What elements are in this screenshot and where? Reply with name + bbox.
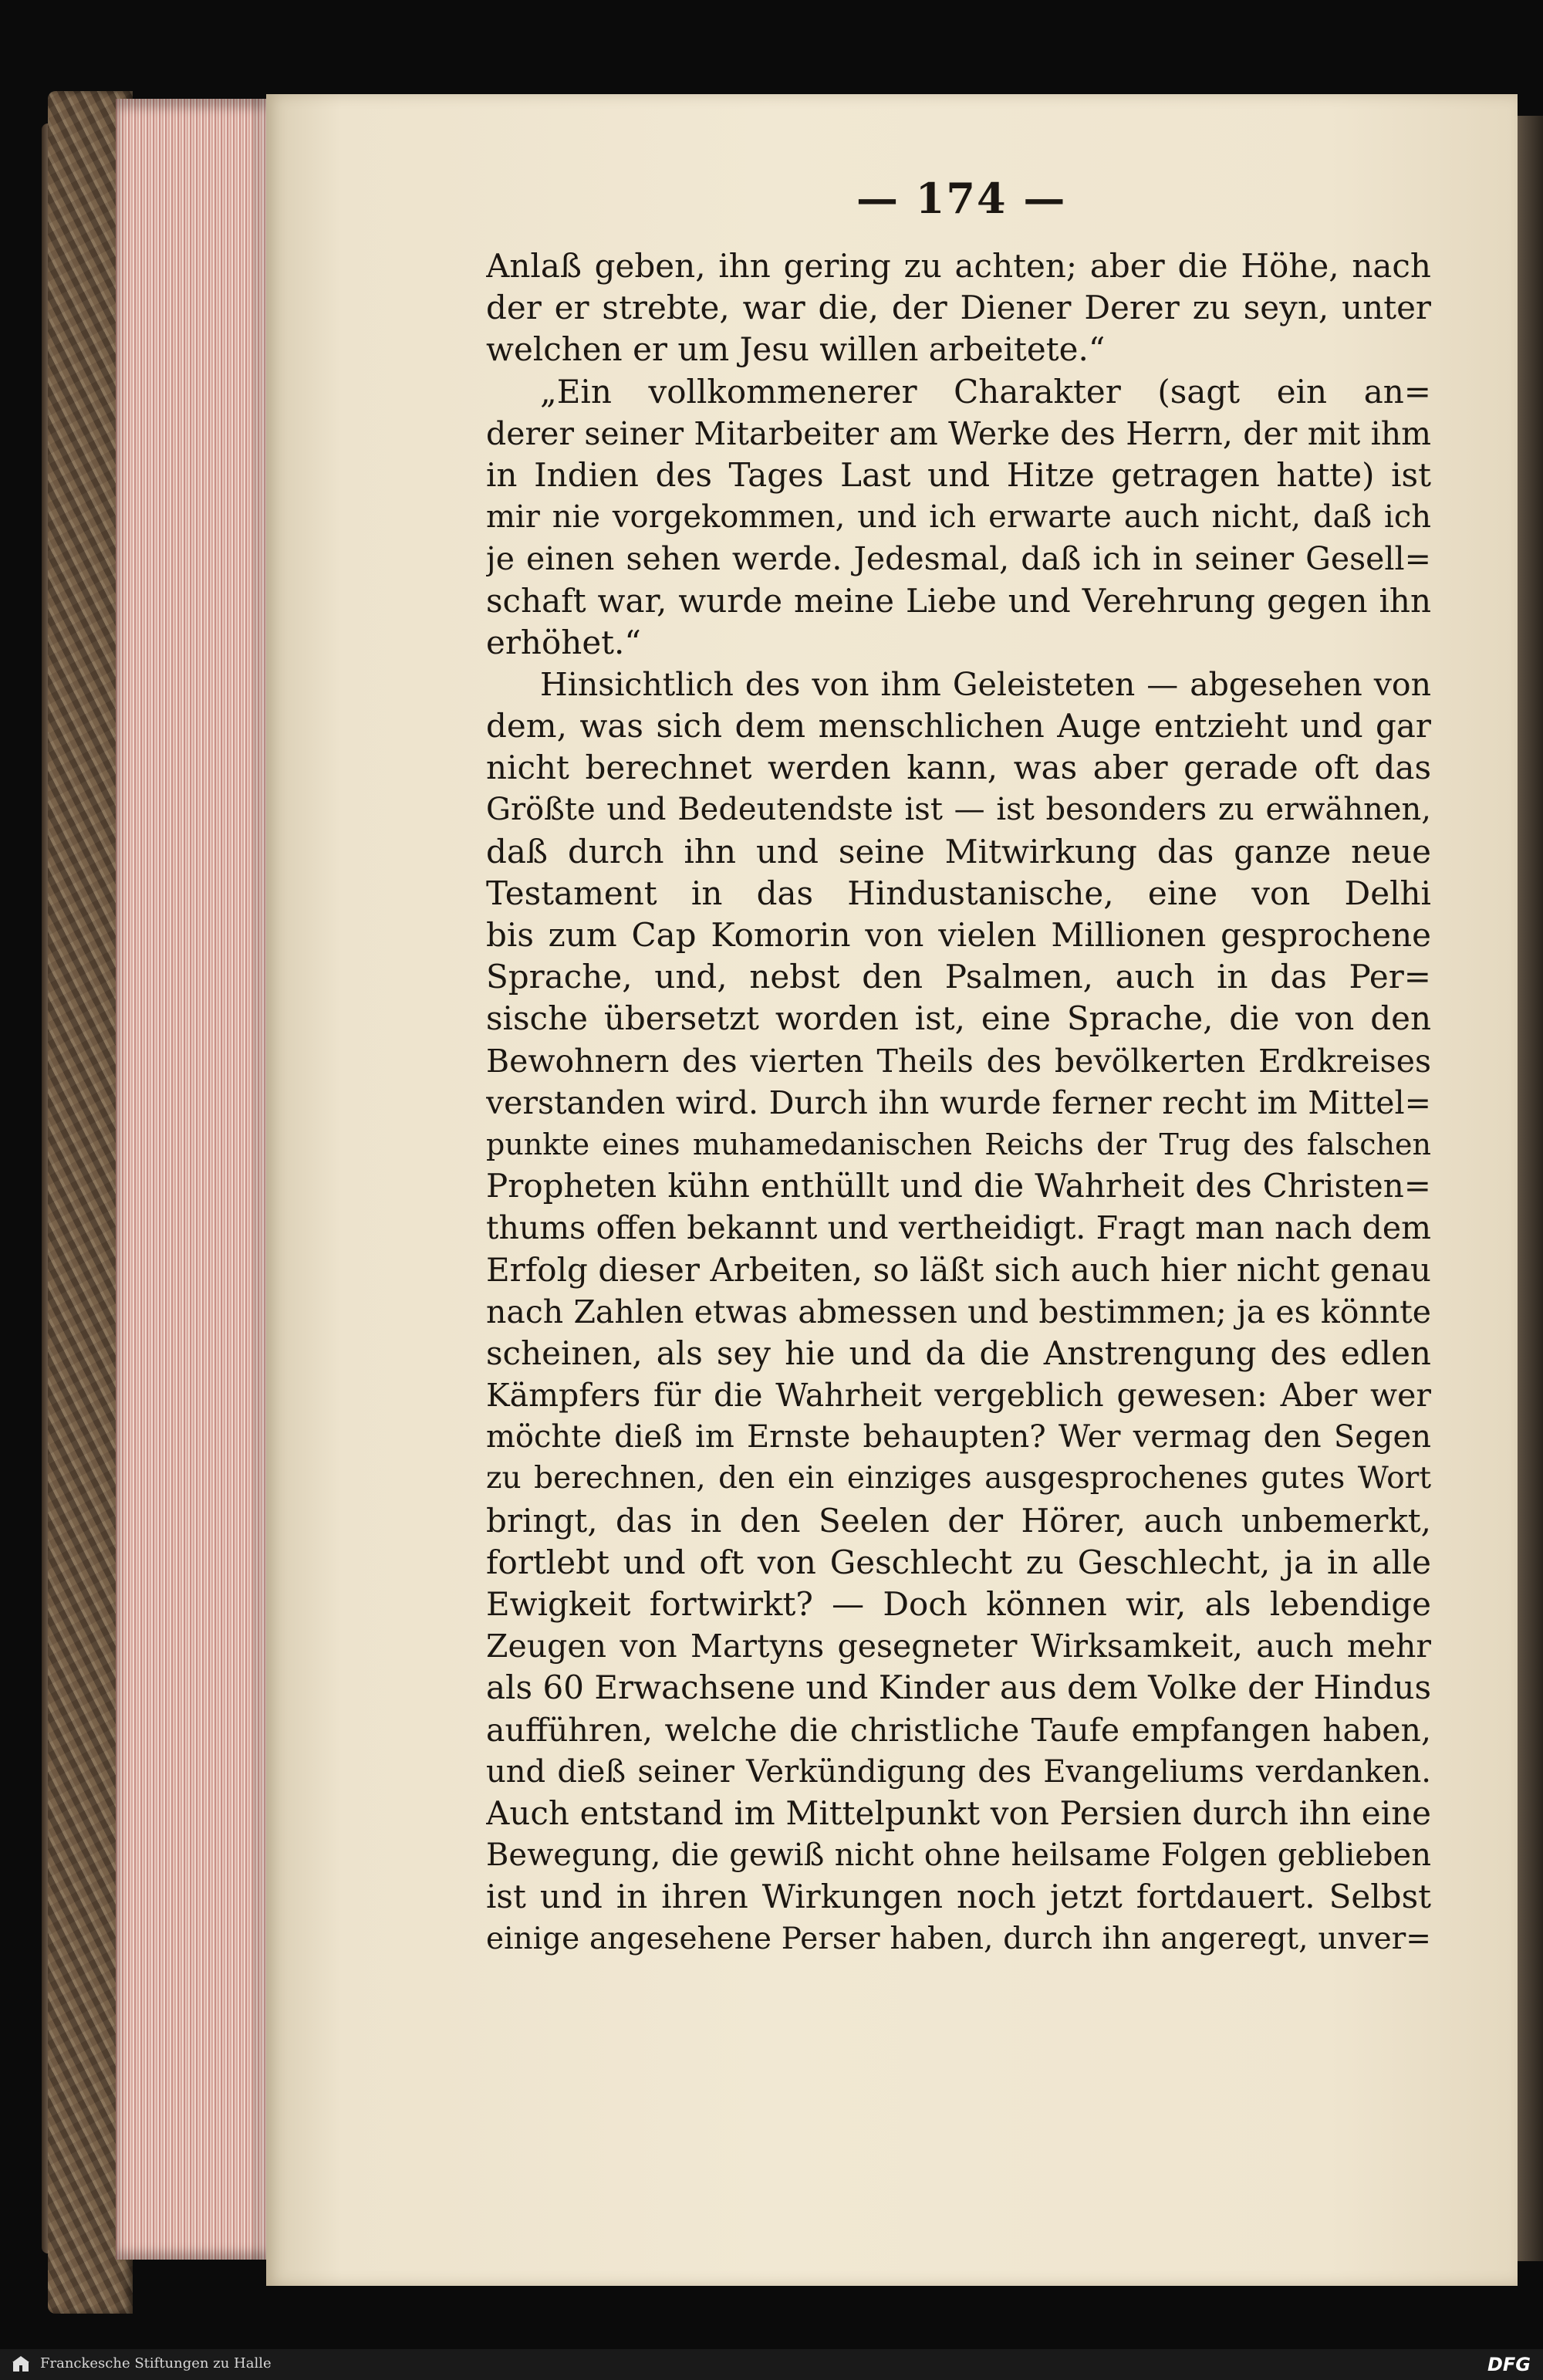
- text-line: je einen sehen werde. Jedesmal, daß ich in seiner Gesell=: [486, 540, 1431, 578]
- text-line: und dieß seiner Verkündigung des Evangeliums verdanken.: [486, 1753, 1431, 1790]
- text-line: sische übersetzt worden ist, eine Sprache, die von den: [486, 999, 1431, 1038]
- text-line: ist und in ihren Wirkungen noch jetzt fortdauert. Selbst: [486, 1878, 1431, 1916]
- text-line: schaft war, wurde meine Liebe und Verehrung gegen ihn: [486, 581, 1431, 620]
- body-text: [486, 245, 1431, 1960]
- text-line: Größte und Bedeutendste ist — ist besonders zu erwähnen,: [486, 792, 1431, 828]
- text-line: punkte eines muhamedanischen Reichs der Trug des falschen: [486, 1127, 1431, 1161]
- text-line: scheinen, als sey hie und da die Anstrengung des edlen: [486, 1334, 1431, 1372]
- institution-logo-icon: [9, 2353, 32, 2376]
- dfg-logo: DFG: [1487, 2354, 1531, 2375]
- text-line: „Ein vollkommenerer Charakter (sagt ein an=: [540, 372, 1431, 411]
- page-number: — 174 —: [856, 174, 1067, 223]
- text-line: einige angesehene Perser haben, durch ihn angeregt, unver=: [486, 1921, 1431, 1956]
- footer-institution-label: Franckesche Stiftungen zu Halle: [40, 2355, 272, 2372]
- text-line: bringt, das in den Seelen der Hörer, auch unbemerkt,: [486, 1501, 1431, 1540]
- text-line: Erfolg dieser Arbeiten, so läßt sich auch hier nicht genau: [486, 1250, 1431, 1289]
- text-line: Ewigkeit fortwirkt? — Doch können wir, als lebendige: [486, 1585, 1431, 1623]
- text-line: Kämpfers für die Wahrheit vergeblich gewesen: Aber wer: [486, 1377, 1431, 1415]
- footer-bar: [0, 2349, 1543, 2380]
- text-line: fortlebt und oft von Geschlecht zu Geschlecht, ja in alle: [486, 1543, 1431, 1581]
- text-line: der er strebte, war die, der Diener Derer zu seyn, unter: [486, 289, 1431, 327]
- text-line: nicht berechnet werden kann, was aber gerade oft das: [486, 749, 1431, 787]
- text-line: dem, was sich dem menschlichen Auge entzieht und gar: [486, 707, 1431, 745]
- text-line: möchte dieß im Ernste behaupten? Wer vermag den Segen: [486, 1419, 1431, 1455]
- text-line: als 60 Erwachsene und Kinder aus dem Volke der Hindus: [486, 1668, 1431, 1707]
- text-line: erhöhet.“: [486, 623, 641, 661]
- text-line: in Indien des Tages Last und Hitze getragen hatte) ist: [486, 455, 1431, 494]
- text-line: verstanden wird. Durch ihn wurde ferner recht im Mittel=: [486, 1084, 1431, 1121]
- text-line: welchen er um Jesu willen arbeitete.“: [486, 330, 1106, 369]
- text-line: Bewegung, die gewiß nicht ohne heilsame Folgen geblieben: [486, 1837, 1431, 1874]
- text-line: daß durch ihn und seine Mitwirkung das ganze neue: [486, 832, 1431, 871]
- text-line: Testament in das Hindustanische, eine von Delhi: [486, 874, 1431, 912]
- text-line: thums offen bekannt und vertheidigt. Fragt man nach dem: [486, 1209, 1431, 1247]
- text-line: Anlaß geben, ihn gering zu achten; aber die Höhe, nach: [486, 247, 1431, 285]
- text-line: Hinsichtlich des von ihm Geleisteten — abgesehen von: [540, 665, 1431, 703]
- text-line: nach Zahlen etwas abmessen und bestimmen; ja es könnte: [486, 1293, 1431, 1330]
- text-line: Auch entstand im Mittelpunkt von Persien durch ihn eine: [486, 1793, 1431, 1832]
- page-edges-red-sprinkle: [116, 99, 270, 2260]
- text-line: Zeugen von Martyns gesegneter Wirksamkeit, auch mehr: [486, 1628, 1431, 1665]
- text-line: mir nie vorgekommen, und ich erwarte auch nicht, daß ich: [486, 499, 1431, 536]
- text-line: zu berechnen, den ein einziges ausgesprochenes gutes Wort: [486, 1461, 1431, 1496]
- text-line: bis zum Cap Komorin von vielen Millionen gesprochene: [486, 916, 1431, 954]
- text-line: Bewohnern des vierten Theils des bevölkerten Erdkreises: [486, 1042, 1431, 1080]
- text-line: Propheten kühn enthüllt und die Wahrheit des Christen=: [486, 1167, 1431, 1205]
- text-line: Sprache, und, nebst den Psalmen, auch in das Per=: [486, 958, 1431, 996]
- text-line: derer seiner Mitarbeiter am Werke des Herrn, der mit ihm: [486, 414, 1431, 452]
- text-line: aufführen, welche die christliche Taufe empfangen haben,: [486, 1711, 1431, 1749]
